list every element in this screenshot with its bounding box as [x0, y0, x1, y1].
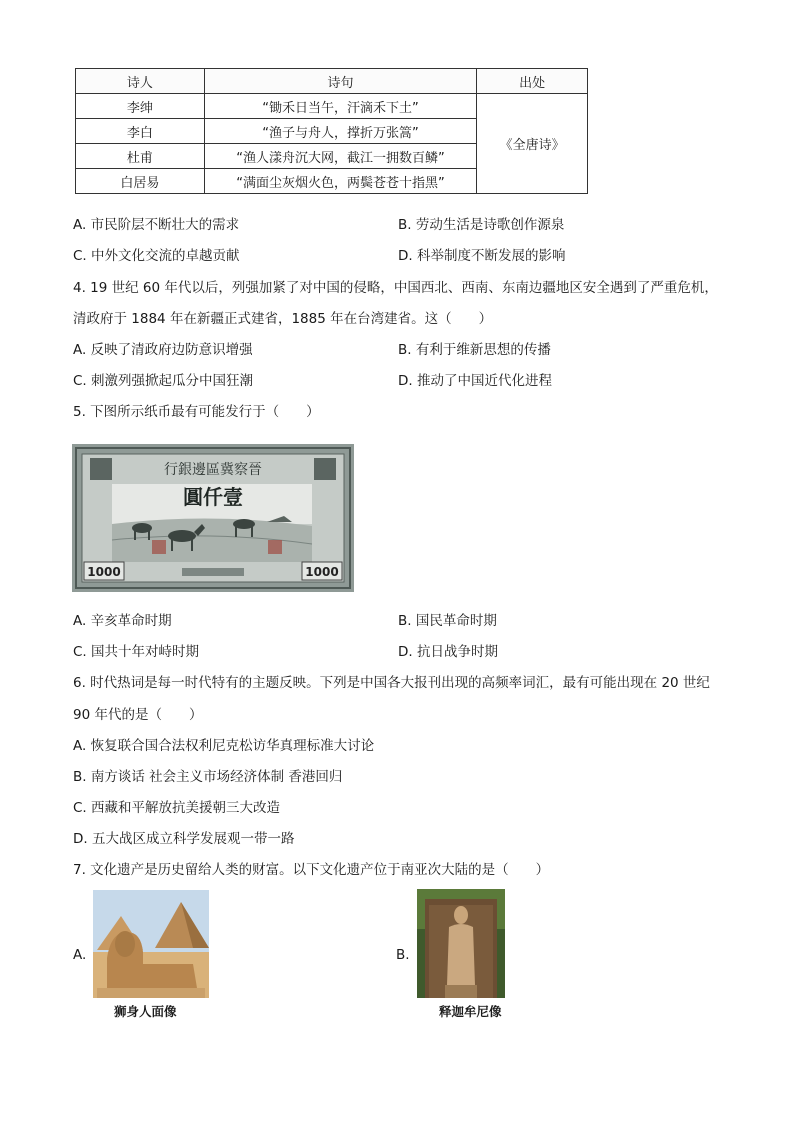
banknote-corner-left: 1000 [87, 565, 121, 579]
header-poet: 诗人 [76, 69, 205, 94]
q4-stem-line1: 4. 19 世纪 60 年代以后，列强加紧了对中国的侵略，中国西北、西南、东南边疆地区安全遇到了严重危机， [73, 280, 718, 296]
q3-option-d[interactable]: D. 科举制度不断发展的影响 [398, 248, 566, 264]
q6-option-a[interactable]: A. 恢复联合国合法权利尼克松访华真理标准大讨论 [73, 738, 375, 754]
header-source: 出处 [477, 69, 588, 94]
q4-option-d[interactable]: D. 推动了中国近代化进程 [398, 373, 552, 389]
line-cell: “满面尘灰烟火色，两鬓苍苍十指黑” [204, 169, 476, 194]
q4-option-b[interactable]: B. 有利于维新思想的传播 [398, 342, 551, 358]
q7-option-b-caption: 释迦牟尼像 [439, 1004, 502, 1019]
line-cell: “锄禾日当午，汗滴禾下土” [204, 94, 476, 119]
poet-cell: 杜甫 [76, 144, 205, 169]
poet-cell: 李绅 [76, 94, 205, 119]
sphinx-image[interactable] [93, 890, 209, 998]
q3-option-a[interactable]: A. 市民阶层不断壮大的需求 [73, 217, 240, 233]
header-line: 诗句 [204, 69, 476, 94]
q5-option-c[interactable]: C. 国共十年对峙时期 [73, 644, 200, 660]
banknote-corner-right: 1000 [305, 565, 339, 579]
q5-option-a[interactable]: A. 辛亥革命时期 [73, 613, 172, 629]
q4-stem-line2: 清政府于 1884 年在新疆正式建省，1885 年在台湾建省。这（ ） [73, 311, 493, 327]
table-row [76, 94, 588, 119]
poem-table [75, 68, 588, 194]
source-cell: 《全唐诗》 [477, 94, 588, 194]
buddha-statue-image[interactable] [417, 889, 505, 998]
banknote-image [72, 444, 354, 592]
q5-option-d[interactable]: D. 抗日战争时期 [398, 644, 498, 660]
q4-option-c[interactable]: C. 刺激列强掀起瓜分中国狂潮 [73, 373, 254, 389]
table-header-row [76, 69, 588, 94]
q7-option-b-label[interactable]: B. [396, 947, 410, 963]
banknote-value: 圓仟壹 [183, 485, 243, 509]
poet-cell: 李白 [76, 119, 205, 144]
line-cell: “渔人漾舟沉大网，截江一拥数百鳞” [204, 144, 476, 169]
q7-option-a-label[interactable]: A. [73, 947, 87, 963]
poet-cell: 白居易 [76, 169, 205, 194]
q3-option-b[interactable]: B. 劳动生活是诗歌创作源泉 [398, 217, 565, 233]
q7-stem: 7. 文化遗产是历史留给人类的财富。以下文化遗产位于南亚次大陆的是（ ） [73, 862, 550, 878]
q3-option-c[interactable]: C. 中外文化交流的卓越贡献 [73, 248, 240, 264]
line-cell: “渔子与舟人，撑折万张篙” [204, 119, 476, 144]
q5-stem: 5. 下图所示纸币最有可能发行于（ ） [73, 404, 320, 420]
q6-option-b[interactable]: B. 南方谈话 社会主义市场经济体制 香港回归 [73, 769, 343, 785]
q6-stem-line2: 90 年代的是（ ） [73, 707, 203, 723]
banknote-bank-name: 行銀邊區冀察晉 [164, 462, 262, 478]
q6-stem-line1: 6. 时代热词是每一时代特有的主题反映。下列是中国各大报刊出现的高频率词汇，最有可能出现在 20 世纪 [73, 675, 710, 691]
q6-option-c[interactable]: C. 西藏和平解放抗美援朝三大改造 [73, 800, 281, 816]
q6-option-d[interactable]: D. 五大战区成立科学发展观一带一路 [73, 831, 295, 847]
q7-option-a-caption: 狮身人面像 [114, 1004, 177, 1019]
q4-option-a[interactable]: A. 反映了清政府边防意识增强 [73, 342, 253, 358]
q5-option-b[interactable]: B. 国民革命时期 [398, 613, 497, 629]
